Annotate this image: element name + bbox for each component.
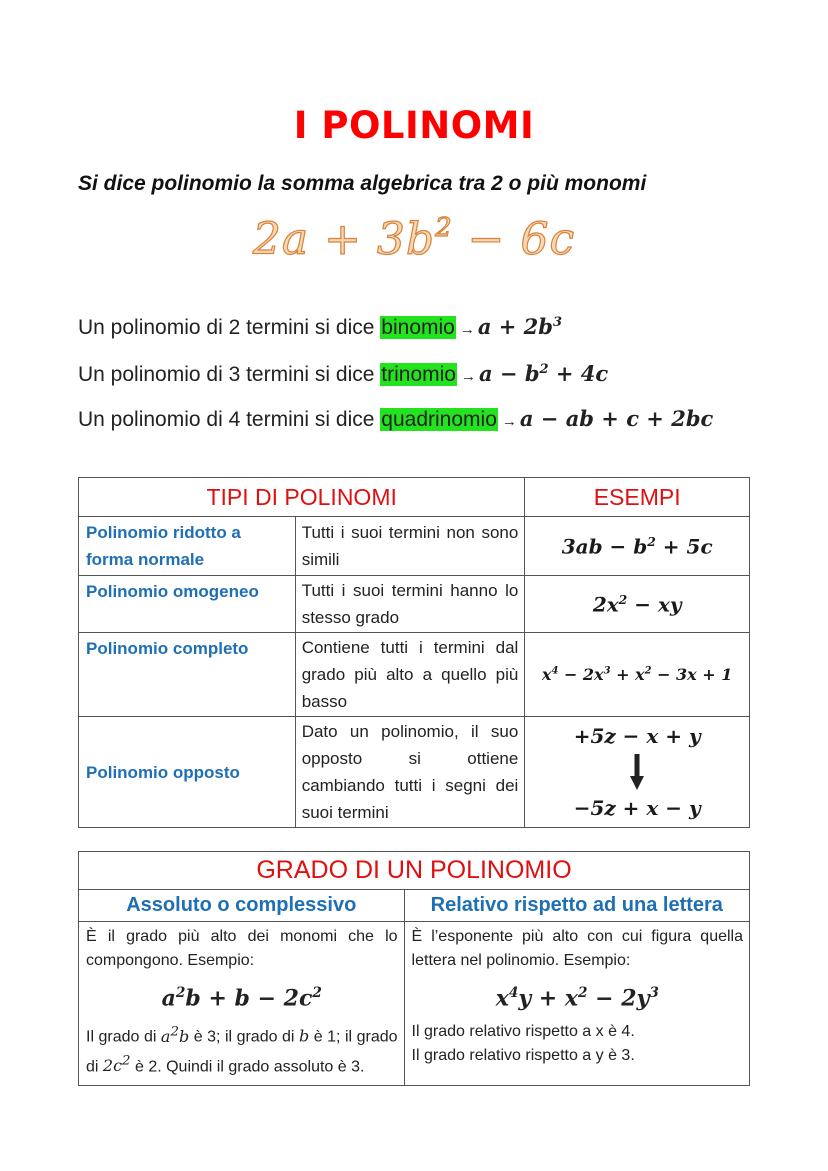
relativo-line-x: Il grado relativo rispetto a x è 4. xyxy=(411,1023,635,1041)
table-row xyxy=(79,717,750,828)
term-line-trinomio xyxy=(78,361,608,387)
term-line-binomio xyxy=(78,314,562,340)
term-line-text: Un polinomio di 2 termini si dice xyxy=(78,316,381,339)
assoluto-definition: È il grado più alto dei monomi che lo compongono. Esempio: xyxy=(86,928,398,969)
trinomio-formula: $a - b^2 + 4c$ xyxy=(479,361,609,386)
type-description: Tutti i suoi termini hanno lo stesso grado xyxy=(295,576,525,633)
example-completo: $x^4 - 2x^3 + x^2 - 3x + 1$ xyxy=(525,633,750,717)
relativo-line-y: Il grado relativo rispetto a y è 3. xyxy=(411,1047,635,1065)
arrow-down-icon xyxy=(630,754,644,790)
term-line-text: Un polinomio di 3 termini si dice xyxy=(78,363,381,386)
opposto-result: −5z + x − y xyxy=(573,796,701,820)
binomio-formula: $a + 2b^3$ xyxy=(477,314,563,339)
table-row xyxy=(79,517,750,576)
arrow-icon: → xyxy=(459,321,475,338)
example-opposto xyxy=(525,717,750,828)
type-description: Tutti i suoi termini non sono simili xyxy=(295,517,525,576)
types-header: TIPI DI POLINOMI xyxy=(79,478,525,517)
grado-header: GRADO DI UN POLINOMIO xyxy=(79,852,750,890)
term-line-text: Un polinomio di 4 termini si dice xyxy=(78,408,381,431)
highlight-quadrinomio: quadrinomio xyxy=(381,408,497,431)
example-ridotto: $3ab - b^2 + 5c$ xyxy=(525,517,750,576)
type-name: Polinomio completo xyxy=(79,633,296,717)
highlight-trinomio: trinomio xyxy=(381,363,456,386)
type-description: Dato un polinomio, il suo opposto si ottiene cambiando tutti i segni dei suoi termini xyxy=(295,717,525,828)
col-title-assoluto: Assoluto o complessivo xyxy=(79,890,405,922)
relativo-formula: $x^4y + x^2 - 2y^3$ xyxy=(495,985,659,1012)
main-formula: $2a + 3b^2 - 6c$ xyxy=(252,213,576,265)
term-line-quadrinomio xyxy=(78,406,713,432)
arrow-icon: → xyxy=(501,413,517,430)
assoluto-formula: $a^2b + b - 2c^2$ xyxy=(161,985,322,1012)
col-title-relativo: Relativo rispetto ad una lettera xyxy=(404,890,749,922)
quadrinomio-formula: a − ab + c + 2bc xyxy=(519,406,714,431)
assoluto-explanation: Il grado di $a^2b$ è 3; il grado di b è 1; il grado di $2c^2$ è 2. Quindi il grado assoluto è 3. xyxy=(86,1024,398,1075)
table-row xyxy=(79,576,750,633)
type-name: Polinomio omogeneo xyxy=(79,576,296,633)
type-name: Polinomio opposto xyxy=(79,717,296,828)
assoluto-cell xyxy=(79,922,405,1086)
opposto-original: +5z − x + y xyxy=(573,724,701,748)
definition-text: Si dice polinomio la somma algebrica tra 2 o più monomi xyxy=(78,172,647,195)
page-title: I POLINOMI xyxy=(293,104,535,147)
types-table xyxy=(78,477,750,828)
relativo-cell xyxy=(404,922,749,1086)
type-description: Contiene tutti i termini dal grado più alto a quello più basso xyxy=(295,633,525,717)
table-row xyxy=(79,633,750,717)
examples-header: ESEMPI xyxy=(525,478,750,517)
relativo-definition: È l’esponente più alto con cui figura quella lettera nel polinomio. Esempio: xyxy=(411,928,743,969)
highlight-binomio: binomio xyxy=(381,316,455,339)
type-name: Polinomio ridotto a forma normale xyxy=(79,517,296,576)
grado-table xyxy=(78,851,750,1086)
arrow-icon: → xyxy=(461,368,476,385)
example-omogeneo: $2x^2$ − xy xyxy=(525,576,750,633)
